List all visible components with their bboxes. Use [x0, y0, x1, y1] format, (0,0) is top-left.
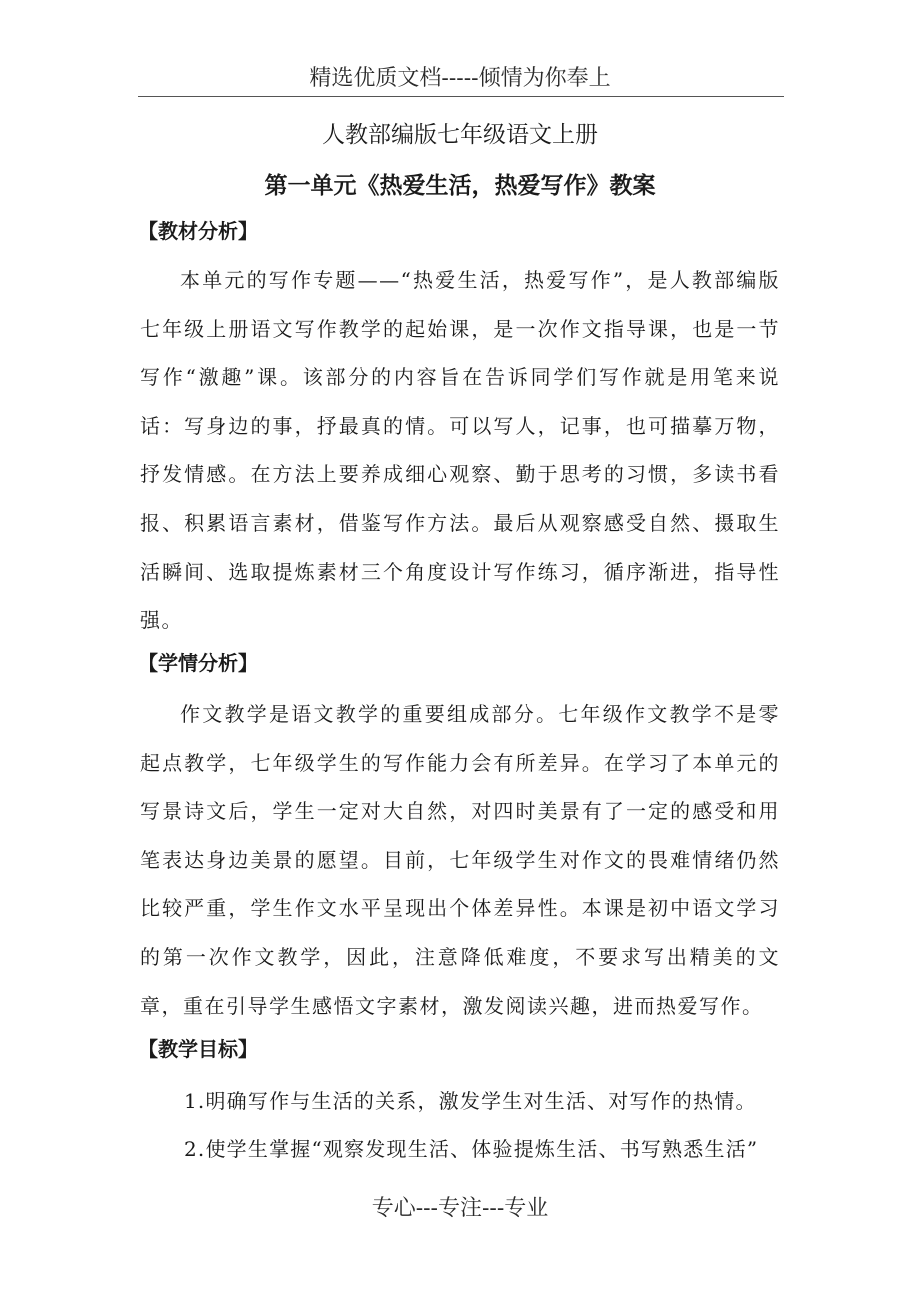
- page-footer: 专心---专注---专业: [371, 1196, 549, 1221]
- document-subtitle: 第一单元《热爱生活，热爱写作》教案: [264, 172, 656, 199]
- paragraph-learner-analysis: 作文教学是语文教学的重要组成部分。七年级作文教学不是零起点教学，七年级学生的写作能力会有所差异。在学习了本单元的写景诗文后，学生一定对大自然，对四时美景有了一定的感受和用笔表达身边美景的愿望。目前，七年级学生对作文的畏难情绪仍然比较严重，学生作文水平呈现出个体差异性。本课是初中语文学习的第一次作文教学，因此，注意降低难度，不要求写出精美的文章，重在引导学生感悟文字素材，激发阅读兴趣，进而热爱写作。: [140, 702, 780, 1018]
- page-header: 精选优质文档-----倾情为你奉上: [309, 66, 611, 91]
- teaching-goal-item: 2.使学生掌握“观察发现生活、体验提炼生活、书写熟悉生活”: [184, 1137, 759, 1161]
- section-heading-teaching-goals: 【教学目标】: [138, 1037, 258, 1061]
- paragraph-material-analysis: 本单元的写作专题——“热爱生活，热爱写作”，是人教部编版七年级上册语文写作教学的起始课，是一次作文指导课，也是一节写作“激趣”课。该部分的内容旨在告诉同学们写作就是用笔来说话：写身边的事，抒最真的情。可以写人，记事，也可描摹万物，抒发情感。在方法上要养成细心观察、勤于思考的习惯，多读书看报、积累语言素材，借鉴写作方法。最后从观察感受自然、摄取生活瞬间、选取提炼素材三个角度设计写作练习，循序渐进，指导性强。: [140, 268, 780, 633]
- section-heading-material-analysis: 【教材分析】: [138, 219, 258, 243]
- teaching-goal-item: 1.明确写作与生活的关系，激发学生对生活、对写作的热情。: [184, 1089, 757, 1113]
- document-title: 人教部编版七年级语文上册: [322, 122, 598, 148]
- section-heading-learner-analysis: 【学情分析】: [138, 651, 258, 675]
- header-divider: [138, 96, 784, 97]
